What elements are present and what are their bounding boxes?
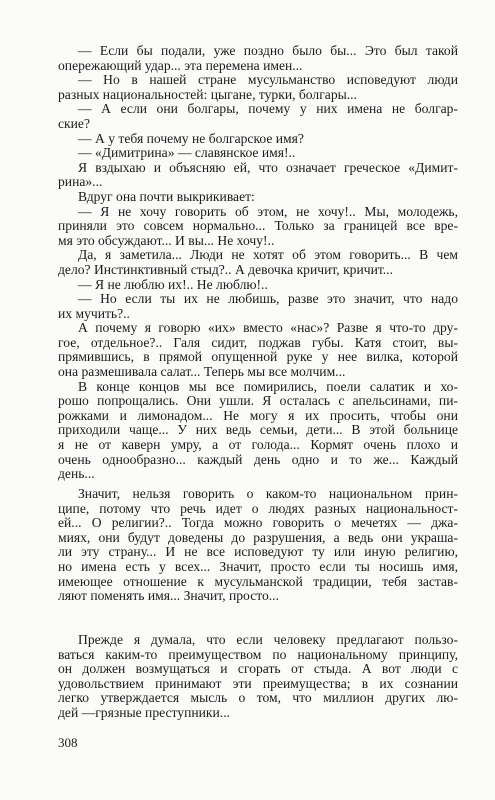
text-line: легко утверждается мысль о том, что миллион других лю- — [58, 690, 458, 706]
text-line: — Но если ты их не любишь, разве это значит, что надо — [78, 291, 458, 307]
text-line: я не от каверн умру, а от голода... Кормят очень плохо и — [58, 437, 458, 453]
text-line: А почему я говорю «их» вместо «нас»? Разве я что-то дру- — [78, 320, 458, 336]
text-line: мя это обсуждают... И вы... Не хочу!.. — [58, 232, 275, 248]
text-line: Да, я заметила... Люди не хотят об этом говорить... В чем — [78, 247, 458, 263]
text-line: — Но в нашей стране мусульманство исповедуют люди — [78, 72, 458, 88]
text-line: Значит, нельзя говорить о каком-то национальном прин- — [78, 486, 458, 501]
text-line: — Если бы подали, уже поздно было бы... Это был такой — [78, 43, 458, 58]
text-line: ваться каким-то преимуществом по национальному принципу, — [58, 646, 458, 662]
text-line: приняли это совсем нормально... Только за границей все вре- — [58, 218, 458, 234]
text-line: — «Димитрина» — славянское имя!.. — [78, 145, 296, 161]
text-line: Вдруг она почти выкрикивает: — [78, 188, 255, 204]
text-block-dialogue — [58, 44, 458, 482]
text-line: дей —грязные преступники... — [58, 704, 230, 720]
text-line: гое, отдельное?.. Галя сидит, поджав губы. Катя стоит, вы- — [58, 334, 458, 350]
text-line: Я вздыхаю и объясняю ей, что означает греческое «Димит- — [78, 159, 458, 175]
text-line: опережающий удар... эта перемена имен... — [58, 57, 303, 73]
text-line: ские? — [58, 115, 90, 131]
text-line: — Я не хочу говорить об этом, не хочу!.. Мы, молодежь, — [78, 203, 458, 219]
page-number: 308 — [58, 735, 78, 750]
text-line: рожками и лимонадом... Не могу я их просить, чтобы они — [58, 407, 458, 423]
text-line: удовольствием принимают эти преимущества; в их сознании — [58, 675, 458, 691]
text-line: ляют поменять имя... Значит, просто... — [58, 588, 279, 604]
text-line: миях, они будут доведены до разрушения, а ведь они украша- — [58, 529, 458, 545]
text-block-reflection — [58, 487, 458, 604]
text-line: день... — [58, 466, 95, 482]
text-line: ей... О религии?.. Тогда можно говорить о мечетях — джа- — [58, 515, 458, 531]
text-line: рошо попрощались. Они ушли. Я осталась с апельсинами, пи- — [58, 393, 458, 409]
text-line: — А если они болгары, почему у них имена не болгар- — [78, 101, 458, 117]
text-line: дело? Инстинктивный стыд?.. А девочка кричит, кричит... — [58, 261, 393, 277]
text-line: разных национальностей: цыгане, турки, болгары... — [58, 86, 357, 102]
text-line: но имена есть у всех... Значит, просто если ты носишь имя, — [58, 558, 458, 574]
text-line: очень однообразно... каждый день одно и то же... Каждый — [58, 451, 458, 467]
text-line: имеющее отношение к мусульманской традиции, тебя застав- — [58, 573, 458, 589]
text-block-conclusion — [58, 633, 458, 721]
text-line: она размешивала салат... Теперь мы все молчим... — [58, 364, 346, 380]
text-line: — А у тебя почему не болгарское имя? — [78, 130, 304, 146]
text-line: ли эту страну... И не все исповедуют ту или иную религию, — [58, 544, 458, 560]
text-line: — Я не люблю их!.. Не люблю!.. — [78, 276, 268, 292]
text-line: их мучить?.. — [58, 305, 130, 321]
text-line: приходили чаще... У них ведь семьи, дети... В этой больнице — [58, 422, 458, 438]
text-line: ципе, потому что речь идет о людях разных национальност- — [58, 500, 458, 516]
text-line: В конце концов мы все помирились, поели салатик и хо- — [78, 378, 458, 394]
text-line: он должен возмущаться и сгорать от стыда. А вот люди с — [58, 661, 458, 677]
text-line: Прежде я думала, что если человеку предлагают пользо- — [78, 632, 458, 647]
text-line: прямившись, в прямой опущенной руке у нее вилка, которой — [58, 349, 458, 365]
text-line: рина»... — [58, 174, 103, 190]
